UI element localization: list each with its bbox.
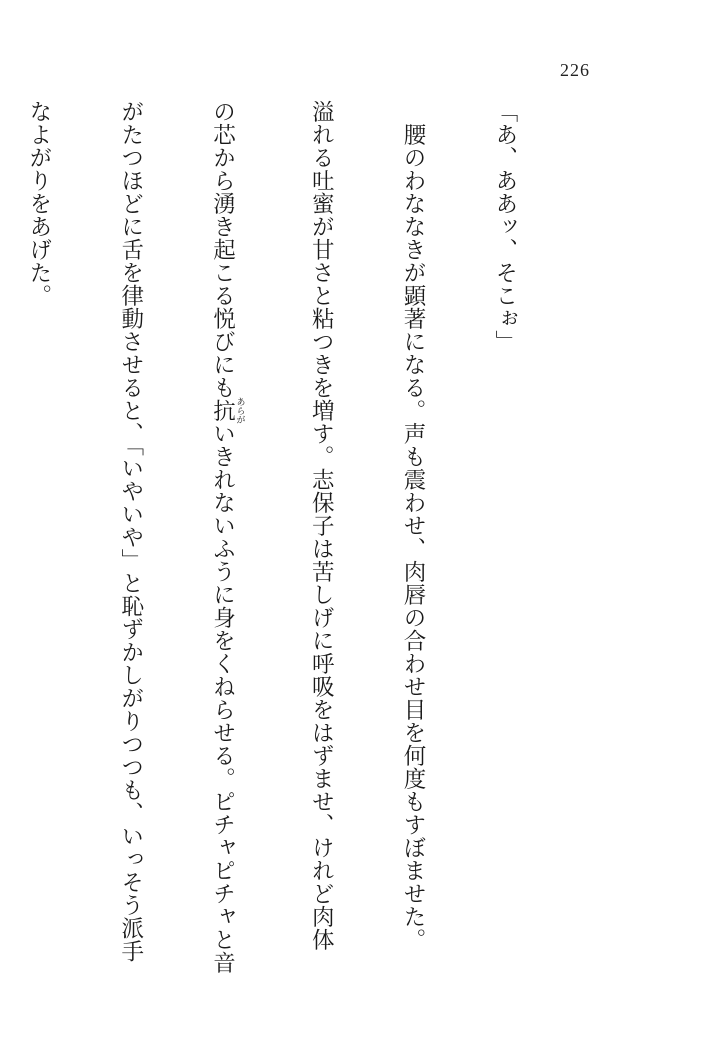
text-line: がたつほどに舌を律動させると、「いやいや」と恥ずかしがりつつも、いっそう派手	[117, 100, 144, 963]
text-line: 腰のわななきが顕著になる。声も震わせ、肉唇の合わせ目を何度もすぼませた。	[400, 100, 427, 951]
ruby-reading: あらが	[234, 397, 245, 424]
body-text	[0, 100, 581, 1000]
ruby-annotation	[209, 397, 245, 424]
text-line: 溢れる吐蜜が甘さと粘つきを増す。志保子は苦しげに呼吸をはずませ、けれど肉体	[308, 100, 335, 951]
ruby-base: 抗	[209, 397, 236, 424]
text-segment: の芯から湧き起こる悦びにも	[209, 100, 236, 399]
page-number: 226	[560, 60, 590, 80]
text-line	[207, 100, 245, 1000]
text-line: 「あ、ああッ、そこぉ」	[491, 100, 518, 353]
text-line: なよがりをあげた。	[25, 100, 52, 307]
text-segment: いきれないふうに身をくねらせる。ピチャピチャと音	[209, 422, 236, 974]
